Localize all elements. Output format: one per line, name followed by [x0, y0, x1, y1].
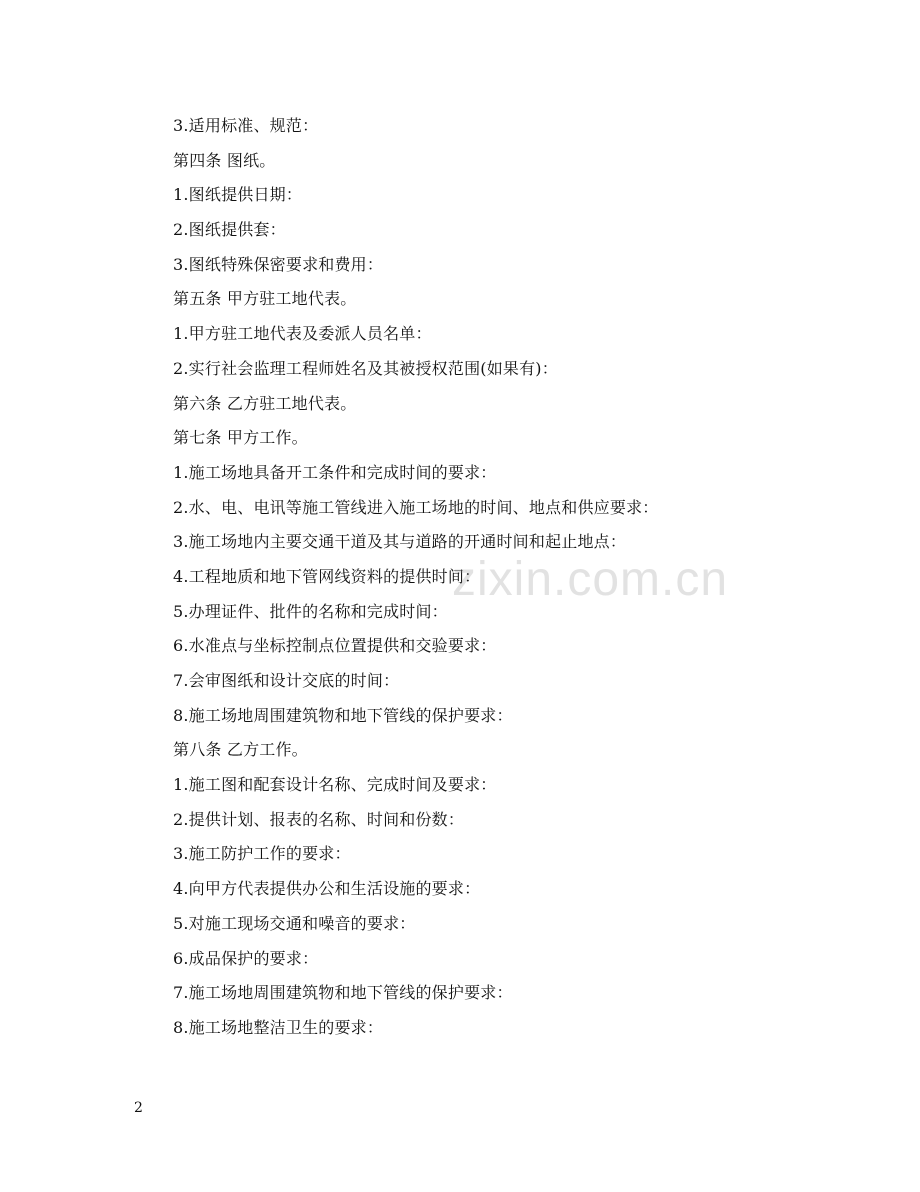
- text-line: 3.施工防护工作的要求：: [173, 844, 351, 864]
- text-line: 1.图纸提供日期：: [173, 185, 303, 205]
- text-line: 6.成品保护的要求：: [173, 948, 319, 968]
- text-line: 3.图纸特殊保密要求和费用：: [173, 254, 384, 274]
- text-line: 5.办理证件、批件的名称和完成时间：: [173, 601, 448, 621]
- text-line: 1.施工场地具备开工条件和完成时间的要求：: [173, 462, 497, 482]
- text-line: 7.会审图纸和设计交底的时间：: [173, 671, 400, 690]
- text-line: 3.施工场地内主要交通干道及其与道路的开通时间和起止地点：: [173, 532, 627, 552]
- section-heading: 第八条 乙方工作。: [173, 740, 308, 760]
- text-line: 8.施工场地整洁卫生的要求：: [173, 1017, 384, 1037]
- text-line: 2.提供计划、报表的名称、时间和份数：: [173, 809, 465, 829]
- text-line: 4.工程地质和地下管网线资料的提供时间：: [173, 566, 481, 586]
- text-line: 6.水准点与坐标控制点位置提供和交验要求：: [173, 636, 497, 656]
- text-line: 2.水、电、电讯等施工管线进入施工场地的时间、地点和供应要求：: [173, 497, 659, 517]
- text-line: 4.向甲方代表提供办公和生活设施的要求：: [173, 879, 481, 899]
- section-heading: 第五条 甲方驻工地代表。: [173, 289, 357, 309]
- text-line: 8.施工场地周围建筑物和地下管线的保护要求：: [173, 705, 513, 725]
- text-line: 3.适用标准、规范：: [173, 116, 319, 135]
- text-line: 5.对施工现场交通和噪音的要求：: [173, 913, 416, 933]
- text-line: 2.实行社会监理工程师姓名及其被授权范围(如果有)：: [173, 358, 558, 378]
- text-line: 2.图纸提供套：: [173, 220, 286, 240]
- watermark: zixin.com.cn: [452, 553, 729, 606]
- section-heading: 第四条 图纸。: [173, 150, 276, 170]
- section-heading: 第七条 甲方工作。: [173, 428, 308, 448]
- section-heading: 第六条 乙方驻工地代表。: [173, 393, 357, 413]
- text-line: 1.甲方驻工地代表及委派人员名单：: [173, 324, 432, 344]
- text-line: 1.施工图和配套设计名称、完成时间及要求：: [173, 775, 497, 795]
- text-line: 7.施工场地周围建筑物和地下管线的保护要求：: [173, 983, 513, 1003]
- page-number: 2: [134, 1100, 143, 1116]
